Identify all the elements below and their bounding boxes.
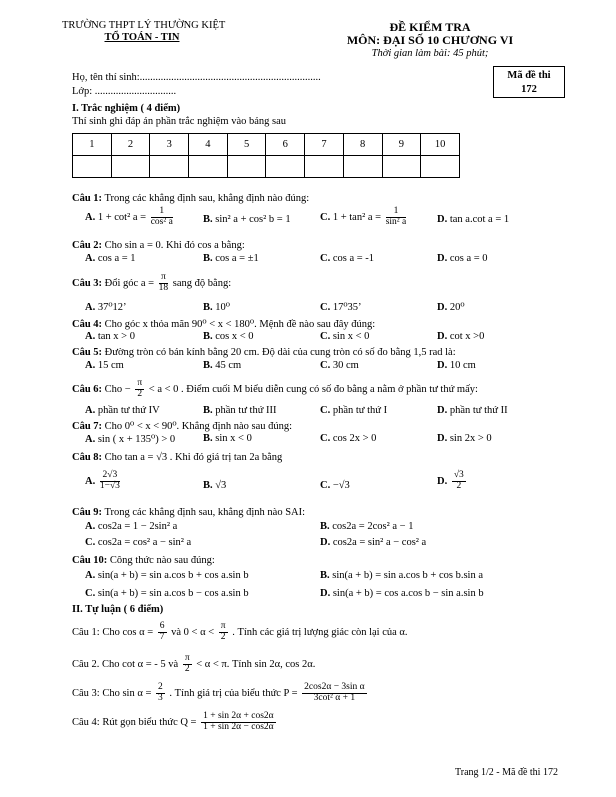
answer-col-2: 2 (111, 134, 150, 156)
question-label: Câu 10: (72, 555, 108, 566)
question-label: Câu 8: (72, 452, 103, 463)
question-3 (72, 273, 231, 294)
answer-cell[interactable] (266, 156, 305, 178)
question-label: Câu 4: (72, 319, 103, 330)
fraction: $\frac{1 + \sin 2\alpha + \cos 2\alpha}{1 + \sin 2\alpha - \cos 2\alpha}$ (203, 711, 274, 732)
question-7 (72, 420, 292, 432)
q3-option-b: B. 10⁰ (203, 302, 230, 313)
q2-option-a: A. cos a = 1 (85, 253, 136, 264)
fraction: $\frac{\pi}{2}$ (220, 621, 226, 642)
q1-option-a (85, 207, 175, 228)
q9-option-d: D. cos2a = sin² a − cos² a (320, 537, 427, 548)
q9-option-a: A. cos2a = 1 − 2sin² a (85, 521, 178, 532)
fraction: $\frac{2}{3}$ (158, 682, 163, 703)
q5-option-a: A. 15 cm (85, 360, 124, 371)
question-text: Cho tan a = √3 . Khi đó giá trị tan 2a bằng (104, 452, 283, 463)
option-letter: D. (437, 214, 448, 225)
q1-option-c (320, 207, 408, 228)
q10-option-c: C. sin(a + b) = sin a.cos b − cos a.sin b (85, 588, 249, 599)
q2-option-d: D. cos a = 0 (437, 253, 488, 264)
q3-option-d: D. 20⁰ (437, 302, 465, 313)
question-label: Câu 2: (72, 240, 103, 251)
q9-option-b: B. cos2a = 2cos² a − 1 (320, 521, 414, 532)
q8-option-c: C. −√3 (320, 480, 350, 491)
q10-option-d: D. sin(a + b) = cos a.cos b − sin a.sin b (320, 588, 484, 599)
exam-subject: MÔN: ĐẠI SỐ 10 CHƯƠNG VI (346, 33, 514, 47)
answer-cell[interactable] (189, 156, 228, 178)
q7-option-d: D. sin 2x > 0 (437, 433, 492, 444)
option-letter: B. (203, 214, 213, 225)
answer-col-6: 6 (266, 134, 305, 156)
q8-option-a: A. $\frac{2√3}{1-√3}$ (85, 470, 120, 491)
question-8 (72, 452, 282, 463)
question-text: Công thức nào sau đúng: (109, 555, 215, 566)
section1-title: I. Trắc nghiệm ( 4 điểm) (72, 103, 181, 114)
answer-cell[interactable] (227, 156, 266, 178)
option-letter: C. (320, 211, 331, 223)
q6-option-b: B. phần tư thứ III (203, 405, 277, 416)
answer-col-10: 10 (421, 134, 460, 156)
fraction: $\frac{1}{\text{cos² a}}$ (150, 206, 173, 227)
q4-option-b: B. cos x < 0 (203, 331, 254, 342)
question-text: Cho 0⁰ < x < 90⁰. Khẳng định nào sau đúng: (104, 421, 293, 432)
exam-code-box (493, 66, 565, 98)
exam-title: ĐỀ KIỂM TRA (389, 20, 471, 34)
q6-option-a: A. phần tư thứ IV (85, 405, 160, 416)
question-label: Câu 1: (72, 193, 103, 204)
question-text: Cho − (104, 383, 131, 395)
q6-option-c: C. phần tư thứ I (320, 405, 388, 416)
fraction: $\frac{\text{2cos2α − 3sin α}}{\text{3cot² α + 1}}$ (304, 682, 365, 703)
q8-option-b: B. √3 (203, 480, 227, 491)
q1-option-d (437, 214, 509, 225)
q10-option-a: A. sin(a + b) = sin a.cos b + cos a.sin b (85, 570, 249, 581)
question-text: Cho góc x thỏa mãn 90⁰ < x < 180⁰. Mệnh đề nào sau đây đúng: (104, 319, 376, 330)
question-text: Trong các khẳng định sau, khẳng định nào đúng: (104, 193, 310, 204)
fraction: $\frac{1}{\text{sin² a}}$ (385, 206, 407, 227)
q3-option-c: C. 17⁰35’ (320, 302, 362, 313)
fraction: $\frac{2√3}{1-√3}$ (99, 470, 120, 491)
option-letter: A. (85, 211, 96, 223)
question-label: Câu 9: (72, 507, 103, 518)
q5-option-d: D. 10 cm (437, 360, 476, 371)
answer-cell[interactable] (382, 156, 421, 178)
q4-option-d: D. cot x >0 (437, 331, 485, 342)
fraction: $\frac{√3}{2}$ (453, 470, 464, 491)
answer-cell[interactable] (343, 156, 382, 178)
question-2 (72, 240, 245, 251)
answer-col-1: 1 (73, 134, 112, 156)
option-text: tan a.cot a = 1 (449, 214, 510, 225)
fraction: $\frac{\pi}{18}$ (158, 272, 169, 293)
section1-instruction: Thí sinh ghi đáp án phần trắc nghiệm vào bảng sau (72, 116, 287, 127)
q4-option-c: C. sin x < 0 (320, 331, 370, 342)
question-label: Câu 3: (72, 277, 103, 289)
exam-code-label: Mã đề thi (507, 70, 551, 81)
question-1 (72, 193, 309, 204)
question-4 (72, 318, 375, 330)
question-9 (72, 507, 305, 518)
question-text: < a < 0 . Điểm cuối M biểu diễn cung có số đo bằng a nằm ở phần tư thứ mấy: (148, 383, 478, 395)
answer-table (72, 133, 460, 178)
answer-col-4: 4 (189, 134, 228, 156)
q8-option-d: D. $\frac{√3}{2}$ (437, 470, 464, 491)
question-label: Câu 6: (72, 383, 103, 395)
answer-col-5: 5 (227, 134, 266, 156)
exam-duration: Thời gian làm bài: 45 phút; (371, 48, 489, 59)
school-name: TRƯỜNG THPT LÝ THƯỜNG KIỆT (62, 20, 226, 31)
answer-col-7: 7 (305, 134, 344, 156)
fraction: $\frac{\pi}{2}$ (137, 378, 143, 399)
question-5 (72, 347, 456, 358)
fraction: $\frac{\pi}{2}$ (184, 653, 190, 674)
q6-option-d: D. phần tư thứ II (437, 405, 508, 416)
answer-cell[interactable] (150, 156, 189, 178)
q10-option-b: B. sin(a + b) = sin a.cos b + cos b.sin a (320, 570, 484, 581)
question-text: Trong các khẳng định sau, khẳng định nào SAI: (104, 507, 306, 518)
answer-table-header-row (73, 134, 460, 156)
answer-cell[interactable] (73, 156, 112, 178)
question-text: Đổi góc a = (104, 277, 155, 289)
page-footer: Trang 1/2 - Mã đề thi 172 (455, 767, 558, 778)
q9-option-c: C. cos2a = cos² a − sin² a (85, 537, 192, 548)
q5-option-c: C. 30 cm (320, 360, 359, 371)
q4-option-a: A. tan x > 0 (85, 331, 135, 342)
q7-option-c: C. cos 2x > 0 (320, 433, 377, 444)
answer-col-9: 9 (382, 134, 421, 156)
q5-option-b: B. 45 cm (203, 360, 242, 371)
option-text: 1 + cot² a = (97, 211, 147, 223)
question-text: Cho sin a = 0. Khi đó cos a bằng: (104, 240, 245, 251)
question-label: Câu 5: (72, 347, 103, 358)
answer-cell[interactable] (111, 156, 150, 178)
answer-col-3: 3 (150, 134, 189, 156)
q2-option-c: C. cos a = -1 (320, 253, 375, 264)
q3-option-a: A. 37⁰12’ (85, 302, 127, 313)
q7-option-a: A. sin ( x + 135⁰) > 0 (85, 434, 176, 445)
q2-option-b: B. cos a = ±1 (203, 253, 259, 264)
option-text: sin² a + cos² b = 1 (215, 214, 291, 225)
essay-question-1: Câu 1: Cho cos α = $\frac{6}{7}$ và 0 < α < $\frac{\pi}{2}$ . Tính các giá trị lượng giác còn lại của α. (72, 621, 408, 642)
student-name-line: Họ, tên thí sinh:..................................................................... (72, 72, 321, 83)
question-6 (72, 379, 478, 400)
student-class-line: Lớp: ............................... (72, 86, 177, 97)
essay-question-4: Câu 4: Rút gọn biểu thức Q = $\frac{1 + \sin 2\alpha + \cos 2\alpha}{1 + \sin 2\alpha - \cos 2\alpha}$ (72, 711, 274, 732)
department-name: TỔ TOÁN - TIN (104, 32, 180, 43)
exam-code-value: 172 (521, 84, 537, 95)
question-text: sang độ bằng: (172, 277, 232, 289)
answer-table-input-row (73, 156, 460, 178)
essay-question-2: Câu 2. Cho cot α = - 5 và $\frac{\pi}{2}$ < α < π. Tính sin 2α, cos 2α. (72, 653, 316, 674)
fraction: $\frac{6}{7}$ (159, 621, 165, 642)
question-10 (72, 555, 215, 566)
answer-cell[interactable] (421, 156, 460, 178)
answer-cell[interactable] (305, 156, 344, 178)
question-label: Câu 7: (72, 421, 103, 432)
q7-option-b: B. sin x < 0 (203, 433, 252, 444)
essay-question-3: Câu 3: Cho sin α = $\frac{2}{3}$ . Tính giá trị của biểu thức P = $\frac{\text{2cos2α − 3sin α}}{\text{3cot² α + 1}}$ (72, 682, 365, 703)
answer-col-8: 8 (343, 134, 382, 156)
question-text: Đường tròn có bán kính bằng 20 cm. Độ dài của cung tròn có số đo bằng 1,5 rad là: (104, 347, 456, 358)
q1-option-b (203, 214, 291, 225)
option-text: 1 + tan² a = (332, 211, 382, 223)
section2-title: II. Tự luận ( 6 điểm) (72, 604, 164, 615)
